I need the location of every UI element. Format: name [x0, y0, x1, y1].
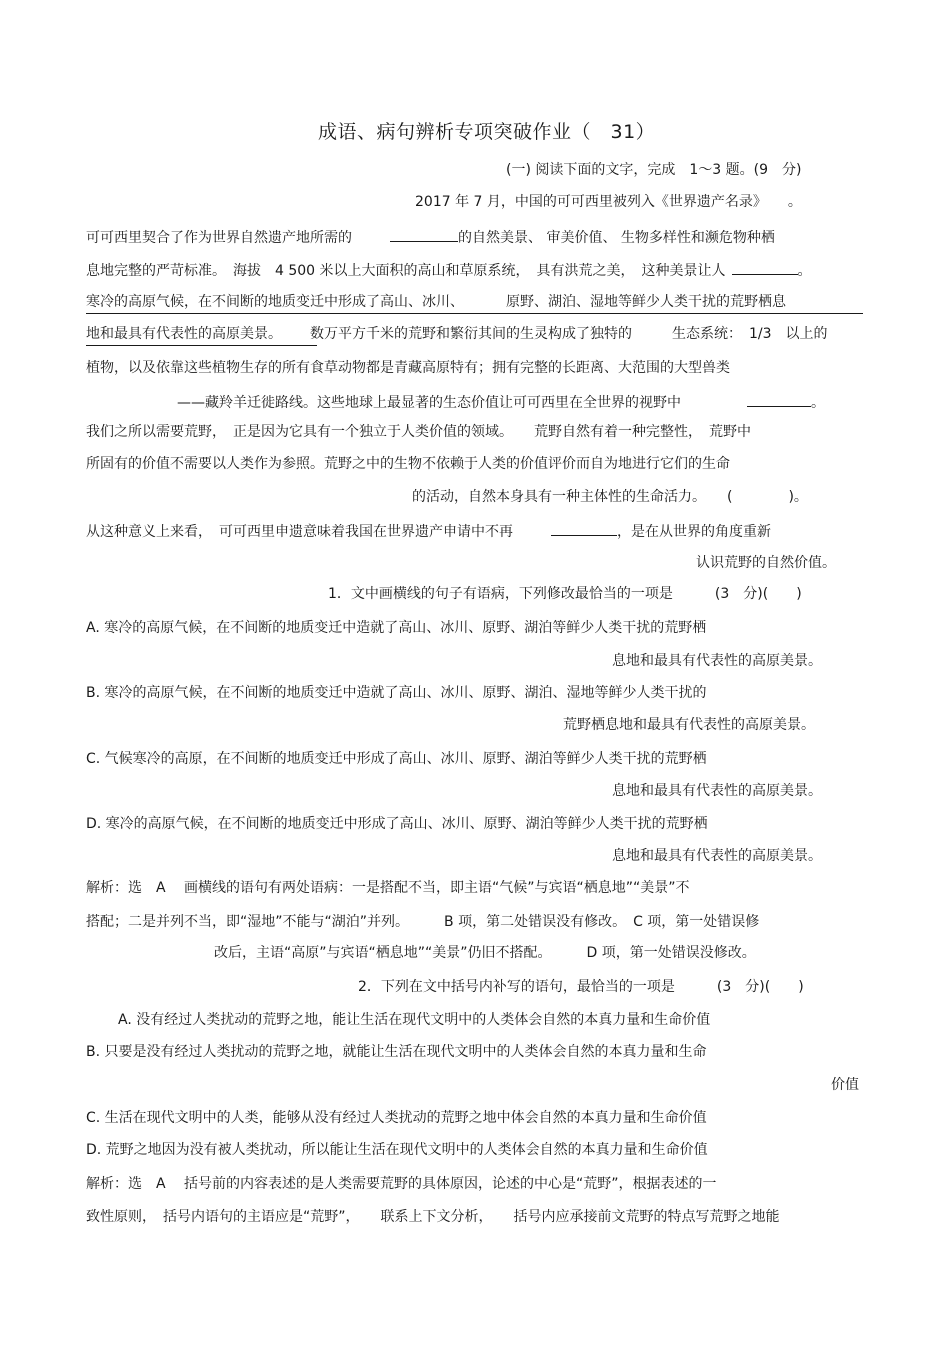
passage-text: ——藏羚羊迁徙路线。这些地球上最显著的生态价值让可可西里在全世界的视野中	[177, 395, 681, 411]
fill-blank-1	[390, 226, 458, 242]
passage-line	[86, 226, 775, 248]
passage-text: 数万平方千米的荒野和繁衍其间的生灵构成了独特的	[310, 326, 632, 342]
page-title: 成语、病句辨析专项突破作业（ 31）	[318, 121, 656, 143]
option-d-continued: 息地和最具有代表性的高原美景。	[612, 848, 822, 864]
sentence-underline	[86, 313, 863, 314]
option-b-continued: 价值	[831, 1077, 859, 1093]
underlined-sentence-line	[86, 292, 786, 312]
passage-text: 寒冷的高原气候，在不间断的地质变迁中形成了高山、冰川、	[86, 294, 464, 310]
passage-line: 所固有的价值不需要以人类作为参照。荒野之中的生物不依赖于人类的价值评价而自为地进行它们的生命	[86, 456, 730, 472]
passage-text: 原野、湖泊、湿地等鲜少人类干扰的荒野栖息	[506, 294, 786, 310]
passage-text: 从这种意义上来看， 可可西里申遗意味着我国在世界遗产申请中不再	[86, 524, 513, 540]
question-2-stem: 2．下列在文中括号内补写的语句，最恰当的一项是 (3 分)( )	[358, 979, 804, 995]
passage-text: 的自然美景、 审美价值、 生物多样性和濒危物种栖	[458, 230, 775, 246]
passage-text: ，是在从世界的角度重新	[617, 524, 771, 540]
passage-text: 。	[811, 395, 825, 411]
answer-explanation: 解析：选 A 画横线的语句有两处语病：一是搭配不当，即主语“气候”与宾语“栖息地”“美景”不	[86, 880, 690, 896]
passage-line	[177, 391, 825, 413]
option-c: C. 气候寒冷的高原，在不间断的地质变迁中形成了高山、冰川、原野、湖泊等鲜少人类干扰的荒野栖	[86, 751, 707, 767]
fill-blank-4	[551, 520, 617, 536]
passage-line	[86, 259, 812, 281]
passage-instruction: (一) 阅读下面的文字，完成 1～3 题。(9 分)	[506, 162, 802, 178]
option-a: A. 寒冷的高原气候，在不间断的地质变迁中造就了高山、冰川、原野、湖泊等鲜少人类干扰的荒野栖	[86, 620, 707, 636]
passage-text: 可可西里契合了作为世界自然遗产地所需的	[86, 230, 352, 246]
option-d: D. 寒冷的高原气候，在不间断的地质变迁中形成了高山、冰川、原野、湖泊等鲜少人类干扰的荒野栖	[86, 816, 708, 832]
passage-text: 生态系统： 1/3 以上的	[672, 326, 828, 342]
passage-text: 息地完整的严苛标准。 海拔 4 500 米以上大面积的高山和草原系统， 具有洪荒之美， 这种美景让人	[86, 263, 726, 279]
answer-explanation: 致性原则， 括号内语句的主语应是“荒野”， 联系上下文分析， 括号内应承接前文荒野的特点写荒野之地能	[86, 1209, 780, 1225]
passage-text: 。	[797, 263, 812, 279]
option-b: B. 寒冷的高原气候，在不间断的地质变迁中造就了高山、冰川、原野、湖泊、湿地等鲜少人类干扰的	[86, 685, 707, 701]
option-b: B. 只要是没有经过人类扰动的荒野之地，就能让生活在现代文明中的人类体会自然的本真力量和生命	[86, 1044, 707, 1060]
question-1-stem: 1．文中画横线的句子有语病，下列修改最恰当的一项是 (3 分)( )	[328, 586, 802, 602]
sentence-underline	[86, 345, 317, 346]
passage-line	[86, 520, 771, 542]
answer-explanation: 解析：选 A 括号前的内容表述的是人类需要荒野的具体原因，论述的中心是“荒野”，根据表述的一	[86, 1176, 717, 1192]
fill-blank-2	[732, 259, 798, 275]
passage-line: 认识荒野的自然价值。	[696, 555, 836, 571]
answer-explanation: 改后，主语“高原”与宾语“栖息地”“美景”仍旧不搭配。 D 项，第一处错误没修改。	[214, 945, 756, 961]
passage-text: 地和最具有代表性的高原美景。	[86, 326, 282, 342]
passage-line: 的活动，自然本身具有一种主体性的生命活力。 ( )。	[412, 489, 808, 505]
option-c-continued: 息地和最具有代表性的高原美景。	[612, 783, 822, 799]
option-a-continued: 息地和最具有代表性的高原美景。	[612, 653, 822, 669]
option-b-continued: 荒野栖息地和最具有代表性的高原美景。	[563, 717, 815, 733]
answer-explanation: 搭配；二是并列不当，即“湿地”不能与“湖泊”并列。 B 项，第二处错误没有修改。 C 项，第一处错误修	[86, 914, 760, 930]
underlined-sentence-line	[86, 324, 828, 344]
option-c: C. 生活在现代文明中的人类，能够从没有经过人类扰动的荒野之地中体会自然的本真力量和生命价值	[86, 1110, 707, 1126]
passage-line: 我们之所以需要荒野， 正是因为它具有一个独立于人类价值的领域。 荒野自然有着一种完整性， 荒野中	[86, 424, 751, 440]
passage-line: 植物，以及依靠这些植物生存的所有食草动物都是青藏高原特有；拥有完整的长距离、大范围的大型兽类	[86, 360, 730, 376]
passage-line: 2017 年 7 月，中国的可可西里被列入《世界遗产名录》 。	[415, 194, 802, 210]
fill-blank-3	[747, 391, 811, 407]
option-a: A. 没有经过人类扰动的荒野之地，能让生活在现代文明中的人类体会自然的本真力量和生命价值	[118, 1012, 711, 1028]
option-d: D. 荒野之地因为没有被人类扰动，所以能让生活在现代文明中的人类体会自然的本真力量和生命价值	[86, 1142, 708, 1158]
